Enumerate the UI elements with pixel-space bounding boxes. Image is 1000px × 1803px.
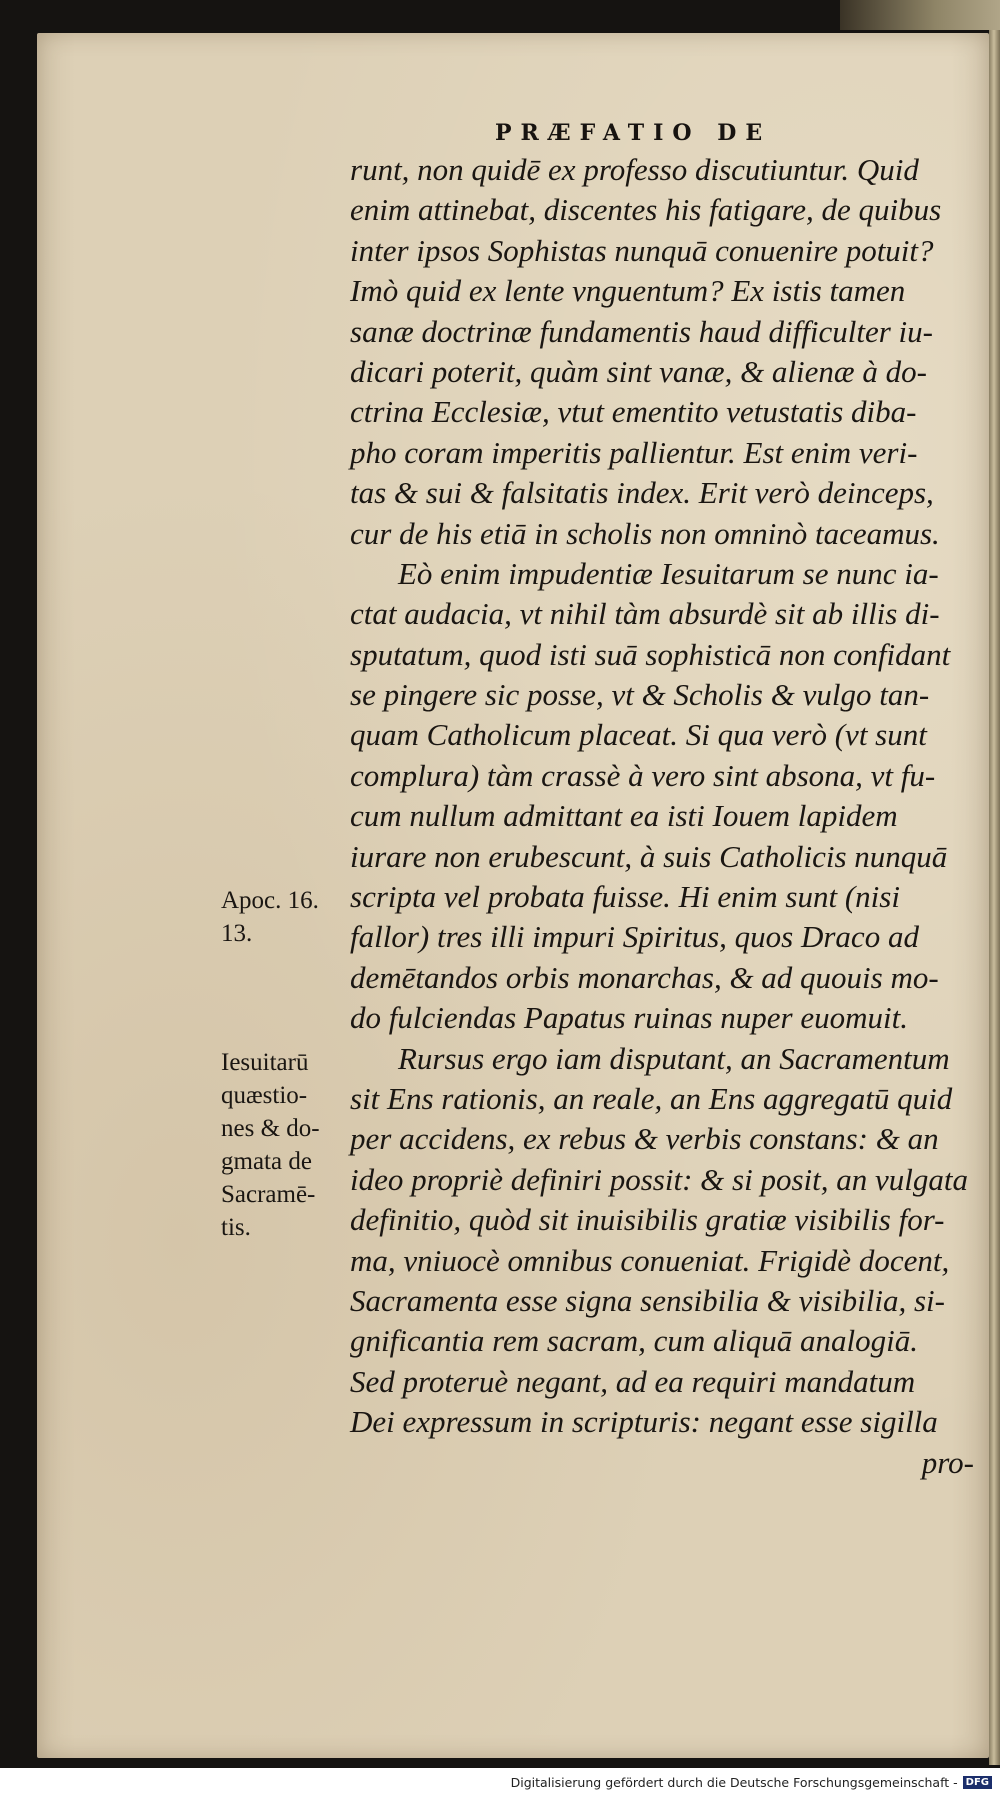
text-line: ctrina Ecclesiæ, vtut ementito vetustatis diba- <box>350 394 917 430</box>
body-text <box>350 150 978 1483</box>
book-fore-edge <box>989 30 1000 1765</box>
text-line: sit Ens rationis, an reale, an Ens aggregatū quid <box>350 1080 953 1116</box>
text-line: tas & sui & falsitatis index. Erit verò deinceps, <box>350 475 934 511</box>
margin-note-line: Sacramē- <box>221 1181 316 1208</box>
margin-note-line: nes & do- <box>221 1115 320 1142</box>
text-line: runt, non quidē ex professo discutiuntur. Quid <box>350 152 919 187</box>
text-line: dicari poterit, quàm sint vanæ, & alienæ à do- <box>350 353 927 389</box>
margin-note-iesuitarum <box>221 1046 320 1244</box>
text-line: per accidens, ex rebus & verbis constans: & an <box>350 1121 939 1157</box>
margin-note-apocalypse <box>221 884 319 950</box>
text-line: complura) tàm crassè à vero sint absona, vt fu- <box>350 757 936 793</box>
margin-note-line: quæstio- <box>221 1082 308 1109</box>
text-line: demētandos orbis monarchas, & ad quouis mo- <box>350 959 939 995</box>
text-line: Eò enim impudentiæ Iesuitarum se nunc ia- <box>398 555 939 591</box>
text-line: fallor) tres illi impuri Spiritus, quos Draco ad <box>350 919 919 955</box>
text-line: ideo propriè definiri possit: & si posit, an vulgata <box>350 1161 968 1197</box>
text-line: cur de his etiā in scholis non omninò taceamus. <box>350 515 940 551</box>
margin-note-line: tis. <box>221 1214 251 1241</box>
text-line: pho coram imperitis pallientur. Est enim veri- <box>350 434 918 470</box>
text-line: Sacramenta esse signa sensibilia & visibilia, si- <box>350 1282 945 1318</box>
text-line: quam Catholicum placeat. Si qua verò (vt sunt <box>350 717 927 753</box>
text-line: do fulciendas Papatus ruinas nuper euomuit. <box>350 1000 908 1036</box>
text-line: sanæ doctrinæ fundamentis haud difficulter iu- <box>350 313 933 349</box>
credit-text: Digitalisierung gefördert durch die Deutsche Forschungsgemeinschaft - <box>510 1775 958 1790</box>
book-top-edge <box>840 0 1000 30</box>
text-line: se pingere sic posse, vt & Scholis & vulgo tan- <box>350 677 930 713</box>
text-line: inter ipsos Sophistas nunquā conuenire potuit? <box>350 232 934 268</box>
text-line: Dei expressum in scripturis: negant esse sigilla <box>350 1404 938 1440</box>
dfg-logo: DFG <box>963 1776 992 1789</box>
text-line: definitio, quòd sit inuisibilis gratiæ visibilis for- <box>350 1202 945 1238</box>
text-line: enim attinebat, discentes his fatigare, de quibus <box>350 192 942 228</box>
text-line: ma, vniuocè omnibus conueniat. Frigidè docent, <box>350 1242 950 1278</box>
text-line: gnificantia rem sacram, cum aliquā analogiā. <box>350 1323 919 1359</box>
margin-note-line: 13. <box>221 920 253 947</box>
text-line: cum nullum admittant ea isti Iouem lapidem <box>350 798 898 834</box>
catchword: pro- <box>921 1444 974 1480</box>
text-line: Rursus ergo iam disputant, an Sacramentum <box>398 1040 950 1076</box>
text-line: scripta vel probata fuisse. Hi enim sunt (nisi <box>350 879 900 915</box>
text-line: sputatum, quod isti suā sophisticā non confidant <box>350 636 951 672</box>
margin-note-line: Apoc. 16. <box>221 887 319 914</box>
text-line: iurare non erubescunt, à suis Catholicis nunquā <box>350 838 948 874</box>
margin-note-line: Iesuitarū <box>221 1049 309 1076</box>
text-line: Imò quid ex lente vnguentum? Ex istis tamen <box>350 273 906 309</box>
running-head: PRÆFATIO DE <box>495 120 772 146</box>
text-line: Sed proteruè negant, ad ea requiri mandatum <box>350 1363 916 1399</box>
text-line: ctat audacia, vt nihil tàm absurdè sit ab illis di- <box>350 596 940 632</box>
digitization-credit <box>511 1775 992 1790</box>
margin-note-line: gmata de <box>221 1148 312 1175</box>
